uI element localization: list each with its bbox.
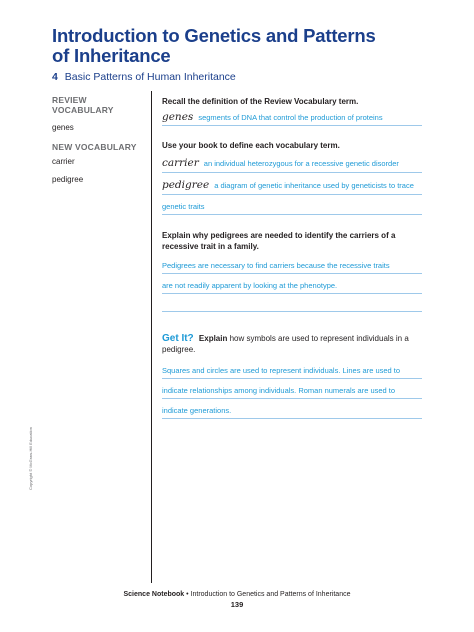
pedigree-definition: a diagram of genetic inheritance used by geneticists to trace: [214, 181, 414, 190]
review-term-genes: genes: [52, 123, 74, 132]
lesson-number: 4: [52, 71, 58, 83]
lesson-name: Basic Patterns of Human Inheritance: [64, 71, 236, 83]
answer-line: [162, 214, 422, 215]
answer-line: [162, 172, 422, 173]
pedigree-continuation: genetic traits: [162, 202, 205, 211]
explain-prompt: Explain why pedigrees are needed to identify the carriers of a recessive trait in a family.: [162, 231, 396, 251]
get-it-question: [162, 333, 432, 355]
new-term-carrier: carrier: [52, 157, 75, 166]
get-it-label: Get It?: [162, 333, 194, 344]
review-vocabulary-heading: REVIEW VOCABULARY: [52, 95, 114, 115]
page-footer: [0, 591, 474, 598]
get-it-question-text: how symbols are used to represent individuals in a pedigree.: [162, 334, 409, 354]
answer-line: [162, 194, 422, 195]
answer-line: [162, 125, 422, 126]
answer-line: [162, 293, 422, 294]
pedigree-answer: [162, 179, 414, 191]
pedigree-term-handwritten: pedigree: [162, 179, 210, 191]
get-it-answer-line-1: Squares and circles are used to represent individuals. Lines are used to: [162, 366, 401, 375]
answer-line: [162, 398, 422, 399]
carrier-definition: an individual heterozygous for a recessive genetic disorder: [203, 159, 399, 168]
page-number: 139: [230, 600, 244, 609]
lesson-heading: [52, 71, 236, 83]
answer-line: [162, 273, 422, 274]
copyright-notice: Copyright © McGraw-Hill Education: [28, 427, 33, 490]
carrier-answer: [162, 157, 399, 169]
explain-answer-line-1: Pedigrees are necessary to find carriers because the recessive traits: [162, 261, 390, 270]
get-it-answer-line-2: indicate relationships among individuals. Roman numerals are used to: [162, 386, 396, 395]
footer-chapter: Introduction to Genetics and Patterns of Inheritance: [190, 591, 351, 598]
review-definition: segments of DNA that control the production of proteins: [198, 113, 383, 122]
answer-line: [162, 418, 422, 419]
define-prompt: Use your book to define each vocabulary term.: [162, 141, 340, 150]
page-title: Introduction to Genetics and Patterns of Inheritance: [52, 25, 376, 66]
answer-line: [162, 311, 422, 312]
get-it-explain-word: Explain: [198, 334, 228, 343]
review-prompt: Recall the definition of the Review Vocabulary term.: [162, 97, 359, 106]
new-vocabulary-heading: NEW VOCABULARY: [52, 142, 137, 152]
new-term-pedigree: pedigree: [52, 175, 84, 184]
column-divider: [151, 91, 152, 583]
footer-notebook: Science Notebook: [123, 591, 185, 598]
carrier-term-handwritten: carrier: [162, 157, 199, 169]
get-it-answer-line-3: indicate generations.: [162, 406, 232, 415]
review-term-handwritten: genes: [162, 111, 194, 123]
review-answer: [162, 111, 383, 123]
answer-line: [162, 378, 422, 379]
explain-answer-line-2: are not readily apparent by looking at the phenotype.: [162, 281, 338, 290]
footer-separator: •: [186, 591, 189, 598]
